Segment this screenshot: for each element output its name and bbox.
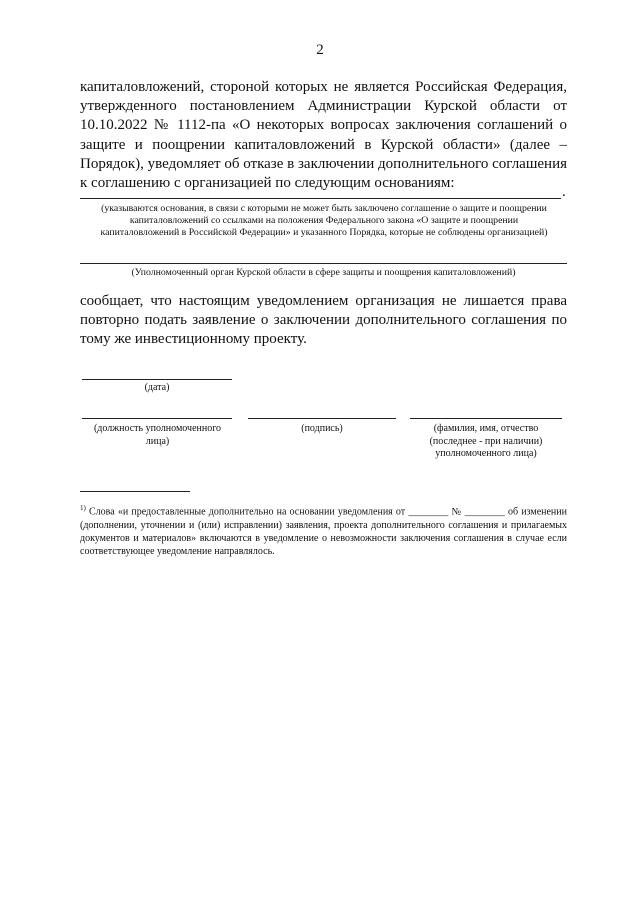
date-fill-line [82,379,232,380]
signature-fill-line [248,418,396,419]
grounds-caption: (указываются основания, в связи с которыми не может быть заключено соглашение о защите и поощрении капиталовложений со ссылками на положения Федерального закона «О защите и поощрении капиталовложений в Российской Федерации» и указанного Порядка, которые не соблюдены организацией) [100,203,548,239]
signature-label: (подпись) [301,423,343,434]
position-fill-line [82,418,232,419]
grounds-end-mark: . [562,184,566,200]
authority-fill-line [80,263,567,264]
page-number: 2 [316,42,324,58]
body-paragraph-1: капиталовложений, стороной которых не является Российская Федерация, утвержденного постановлением Администрации Курской области от 10.10.2022 № 1112-па «О некоторых вопросах заключения соглашений о защите и поощрении капиталовложений в Курской области» (далее – Порядок), уведомляет об отказе в заключении дополнительного соглашения к соглашению с организацией по следующим основаниям: [80,79,567,192]
name-label: (фамилия, имя, отчество (последнее - при наличии) уполномоченного лица) [429,423,543,459]
footnote [80,502,567,558]
footnote-text: Слова «и предоставленные дополнительно на основании уведомления от ________ № ________ об изменении (дополнении, уточнении и (или) исправлении) заявления, проекта дополнительного соглашения и прилагаемых документов и материалов» включаются в уведомление о невозможности заключения соглашения в случае если соответствующее уведомление направлялось. [80,506,567,557]
grounds-fill-line [80,198,561,199]
position-label: (должность уполномоченного лица) [93,423,222,447]
name-fill-line [410,418,562,419]
body-paragraph-2: сообщает, что настоящим уведомлением организация не лишается права повторно подать заявление о заключении дополнительного соглашения по тому же инвестиционному проекту. [80,293,567,348]
footnote-marker: 1) [80,504,86,512]
footnote-separator [80,491,190,492]
authority-caption: (Уполномоченный орган Курской области в сфере защиты и поощрения капиталовложений) [131,267,516,278]
date-label: (дата) [144,382,170,393]
